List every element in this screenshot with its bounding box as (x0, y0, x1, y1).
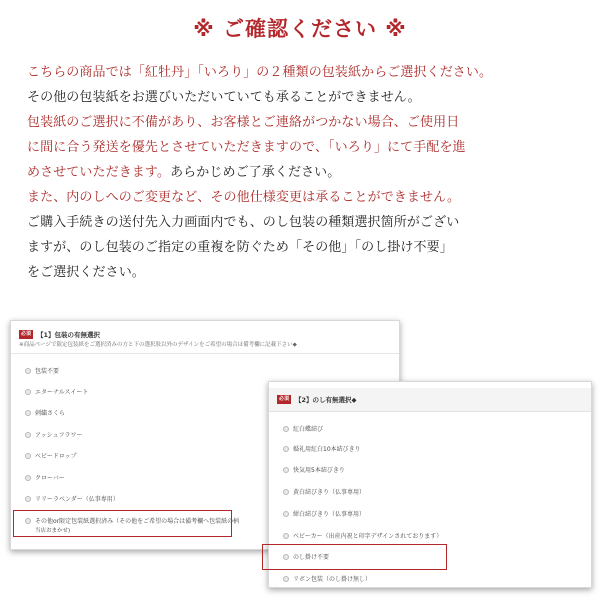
option-label: エターナルスイート (35, 389, 89, 396)
option-label: のし掛け不要 (293, 554, 330, 561)
radio-icon[interactable] (25, 453, 31, 459)
option-label: ベビードロップ (35, 453, 77, 460)
notice-line: ご購入手続きの送付先入力画面内でも、のし包装の種類選択箇所がござい (27, 215, 460, 230)
radio-icon[interactable] (25, 496, 31, 502)
radio-option[interactable] (283, 465, 345, 474)
required-badge: 必須 (21, 330, 32, 337)
notice-text (27, 60, 583, 285)
notice-line-tail: あらかじめご了承ください。 (170, 165, 341, 180)
radio-option[interactable] (25, 430, 82, 439)
radio-icon[interactable] (25, 368, 31, 374)
notice-line: ますが、のし包装のご指定の重複を防ぐため「その他」「のし掛け不要」 (27, 240, 453, 255)
radio-icon[interactable] (283, 533, 289, 539)
option-label: 黄白結びきり（仏事専用） (293, 489, 366, 496)
option-label: リリーラベンダー（仏事専用） (35, 496, 119, 503)
option-label: 包装不要 (35, 368, 60, 375)
radio-icon[interactable] (25, 410, 31, 416)
notice-line: こちらの商品では「紅牡丹」「いろり」の２種類の包装紙からご選択ください。 (27, 65, 493, 80)
notice-line: をご選択ください。 (27, 265, 145, 280)
option-label: 紅白蝶結び (293, 426, 324, 433)
radio-icon[interactable] (283, 426, 289, 432)
required-badge: 必須 (279, 396, 290, 402)
radio-option[interactable] (283, 531, 442, 540)
option-note: 当店おまかせ) (35, 528, 71, 534)
page-title: ※ ご確認ください ※ (193, 17, 407, 41)
radio-icon[interactable] (25, 389, 31, 395)
option-label: リボン包装（のし掛け無し） (293, 576, 372, 583)
option-label: その他or限定包装紙選択済み（その他をご希望の場合は備考欄へ包装紙の柄 (35, 518, 240, 525)
notice-line: に間に合う発送を優先とさせていただきますので、「いろり」にて手配を進 (27, 140, 466, 155)
radio-icon[interactable] (25, 432, 31, 438)
radio-option[interactable] (283, 424, 323, 433)
option-label: 婚礼用紅白10本結びきり (293, 446, 361, 453)
radio-option[interactable] (283, 574, 371, 583)
option-label: アッシュフラワー (35, 432, 83, 439)
radio-icon[interactable] (283, 489, 289, 495)
radio-icon[interactable] (283, 467, 289, 473)
panel-heading (269, 388, 591, 412)
panel-heading-text: 【1】包装の有無選択 (37, 330, 101, 339)
option-label: ベビーカー（出産内祝と印字デザインされております） (293, 533, 443, 540)
option-label: 刺繍さくら (35, 410, 66, 417)
radio-option[interactable] (283, 444, 361, 453)
radio-icon[interactable] (283, 446, 289, 452)
option-label: 紺白結びきり（仏事専用） (293, 511, 366, 518)
notice-line (27, 160, 583, 185)
highlight-box (262, 544, 447, 570)
radio-option[interactable] (25, 494, 119, 503)
radio-option[interactable] (25, 366, 59, 375)
radio-option[interactable] (283, 487, 365, 496)
highlight-box (13, 510, 232, 537)
radio-option[interactable] (25, 451, 77, 460)
radio-option[interactable] (283, 509, 365, 518)
radio-icon[interactable] (283, 511, 289, 517)
radio-icon[interactable] (25, 475, 31, 481)
notice-line: また、内のしへのご変更など、その他仕様変更は承ることができません。 (27, 190, 461, 205)
radio-option[interactable] (25, 387, 88, 396)
radio-option[interactable] (25, 408, 65, 417)
radio-icon[interactable] (283, 576, 289, 582)
option-label: 快気用5本結びきり (293, 467, 345, 474)
panel-heading-text: 【2】のし有無選択◆ (295, 396, 357, 404)
option-label: クローバー (35, 475, 65, 482)
panel-subtitle: ※商品ページで限定包装紙をご選択済みの方と下の選択肢以外のデザインをご希望の場合は備考欄に記載下さい◆ (11, 340, 399, 354)
radio-option[interactable] (25, 473, 65, 482)
notice-line-red-part: めさせていただきます。 (27, 165, 171, 180)
notice-line: 包装紙のご選択に不備があり、お客様とご連絡がつかない場合、ご使用日 (27, 115, 460, 130)
notice-line: その他の包装紙をお選びいただいていても承ることができません。 (27, 90, 421, 105)
